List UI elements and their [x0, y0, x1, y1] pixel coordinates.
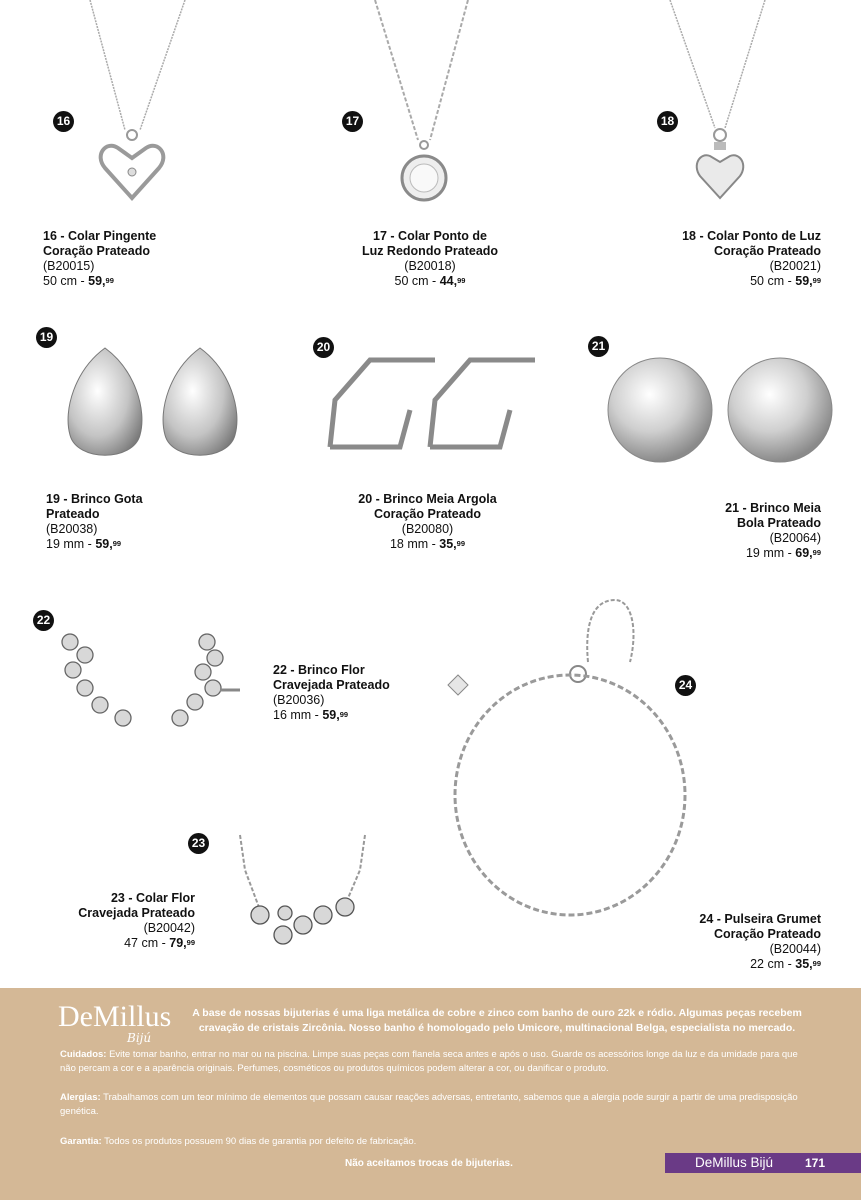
- product-name-line1: 20 - Brinco Meia Argola: [358, 492, 497, 506]
- badge-23: 23: [188, 833, 209, 854]
- no-trade-notice: Não aceitamos trocas de bijuterias.: [345, 1158, 513, 1169]
- product-code: (B20021): [769, 259, 821, 273]
- product-code: (B20080): [401, 522, 454, 536]
- product-name-line1: 22 - Brinco Flor: [273, 663, 365, 677]
- badge-22: 22: [33, 610, 54, 631]
- product-code: (B20042): [143, 921, 195, 935]
- product-code: (B20044): [769, 942, 821, 956]
- product-image-22: [55, 630, 245, 745]
- product-name-line2: Coração Prateado: [714, 244, 821, 258]
- product-price-cents: 99: [457, 276, 466, 285]
- product-size: 50 cm -: [43, 274, 89, 288]
- product-size: 19 mm -: [46, 537, 96, 551]
- warranty-label: Garantia:: [60, 1136, 102, 1147]
- badge-16: 16: [53, 111, 74, 132]
- product-code: (B20018): [404, 259, 456, 273]
- product-info-19: [46, 492, 143, 552]
- product-code: (B20038): [46, 522, 98, 536]
- allergy-label: Alergias:: [60, 1092, 101, 1103]
- product-code: (B20015): [43, 259, 95, 273]
- product-name-line2: Coração Prateado: [714, 927, 821, 941]
- page-tag: [665, 1153, 861, 1173]
- product-image-18: [650, 0, 780, 210]
- warranty-text: Todos os produtos possuem 90 dias de garantia por defeito de fabricação.: [101, 1136, 417, 1147]
- badge-18: 18: [657, 111, 678, 132]
- allergy-text: Trabalhamos com um teor mínimo de elementos que possam causar reações adversas, entretanto, sabemos que a alergia pode surgir a partir de uma predisposição genética.: [60, 1092, 798, 1117]
- product-name-line2: Cravejada Prateado: [78, 906, 195, 920]
- product-image-19: [55, 340, 255, 470]
- page-number: 171: [805, 1156, 826, 1170]
- product-image-16: [80, 0, 210, 210]
- footer-info-panel: [0, 988, 861, 1200]
- product-size: 18 mm -: [389, 537, 440, 551]
- product-name-line1: 18 - Colar Ponto de Luz: [682, 229, 821, 243]
- product-name-line2: Prateado: [46, 507, 100, 521]
- product-price-cents: 99: [456, 539, 466, 548]
- product-name-line2: Coração Prateado: [374, 507, 481, 521]
- care-label: Cuidados:: [60, 1049, 107, 1060]
- product-size: 47 cm -: [124, 936, 170, 950]
- care-text: Evite tomar banho, entrar no mar ou na piscina. Limpe suas peças com flanela seca antes e após o uso. Guarde os acessórios longe da luz e da umidade para que não percam a cor e a aparência originais. Perfumes, cosméticos ou produtos químicos podem alterar a cor, ou danificar o produto.: [60, 1049, 798, 1074]
- product-price: 35,: [439, 537, 457, 551]
- product-name-line1: 21 - Brinco Meia: [725, 501, 821, 515]
- product-size: 22 cm -: [750, 957, 796, 971]
- product-name-line1: 17 - Colar Ponto de: [373, 229, 487, 243]
- product-name-line1: 24 - Pulseira Grumet: [699, 912, 821, 926]
- product-price: 69,: [795, 546, 813, 560]
- product-image-20: [325, 355, 540, 460]
- product-name-line1: 19 - Brinco Gota: [46, 492, 143, 506]
- product-price: 44,: [439, 274, 458, 288]
- badge-21: 21: [588, 336, 609, 357]
- product-image-23: [225, 835, 375, 960]
- product-price: 59,: [322, 708, 340, 722]
- product-info-22: [273, 663, 390, 723]
- badge-19: 19: [36, 327, 57, 348]
- product-price-cents: 99: [105, 276, 114, 285]
- product-price-cents: 99: [186, 938, 195, 947]
- product-size: 50 cm -: [750, 274, 796, 288]
- page-tag-brand: DeMillus Bijú: [695, 1155, 774, 1170]
- product-price-cents: 99: [339, 710, 349, 719]
- product-info-21: [671, 501, 821, 561]
- product-price: 59,: [95, 537, 113, 551]
- product-price-cents: 99: [812, 548, 821, 557]
- product-info-17: [340, 229, 520, 289]
- product-price: 59,: [88, 274, 106, 288]
- product-size: 19 mm -: [745, 546, 796, 560]
- product-price-cents: 99: [112, 539, 122, 548]
- product-price: 59,: [795, 274, 813, 288]
- care-paragraph: [60, 1048, 810, 1076]
- badge-17: 17: [342, 111, 363, 132]
- product-name-line2: Bola Prateado: [736, 516, 821, 530]
- product-price: 35,: [795, 957, 813, 971]
- product-info-20: [340, 492, 515, 552]
- warranty-paragraph: [60, 1135, 810, 1149]
- product-name-line2: Coração Prateado: [43, 244, 150, 258]
- badge-24: 24: [675, 675, 696, 696]
- product-name-line1: 23 - Colar Flor: [110, 891, 195, 905]
- badge-20: 20: [313, 337, 334, 358]
- product-info-24: [631, 912, 821, 972]
- product-info-18: [621, 229, 821, 289]
- product-image-17: [360, 0, 490, 210]
- product-image-21: [600, 355, 840, 470]
- product-info-16: [43, 229, 156, 289]
- brand-logo: DeMillus: [58, 1000, 172, 1033]
- allergy-paragraph: [60, 1091, 810, 1119]
- product-info-23: [40, 891, 195, 951]
- product-code: (B20064): [769, 531, 821, 545]
- product-size: 50 cm -: [394, 274, 440, 288]
- materials-intro: A base de nossas bijuterias é uma liga metálica de cobre e zinco com banho de ouro 22k e ródio. Algumas peças recebem cravação de cristais Zircônia. Nosso banho é homologado pelo Umicore, multinacional Belga, especialista no mercado.: [192, 1007, 802, 1034]
- product-price-cents: 99: [812, 959, 821, 968]
- product-code: (B20036): [273, 693, 325, 707]
- product-name-line2: Cravejada Prateado: [273, 678, 390, 692]
- product-name-line1: 16 - Colar Pingente: [43, 229, 157, 243]
- product-name-line2: Luz Redondo Prateado: [361, 244, 499, 258]
- brand-logo-script: Bijú: [127, 1031, 152, 1045]
- product-price: 79,: [169, 936, 187, 950]
- product-price-cents: 99: [812, 276, 821, 285]
- product-size: 16 mm -: [273, 708, 323, 722]
- product-image-24: [440, 590, 700, 930]
